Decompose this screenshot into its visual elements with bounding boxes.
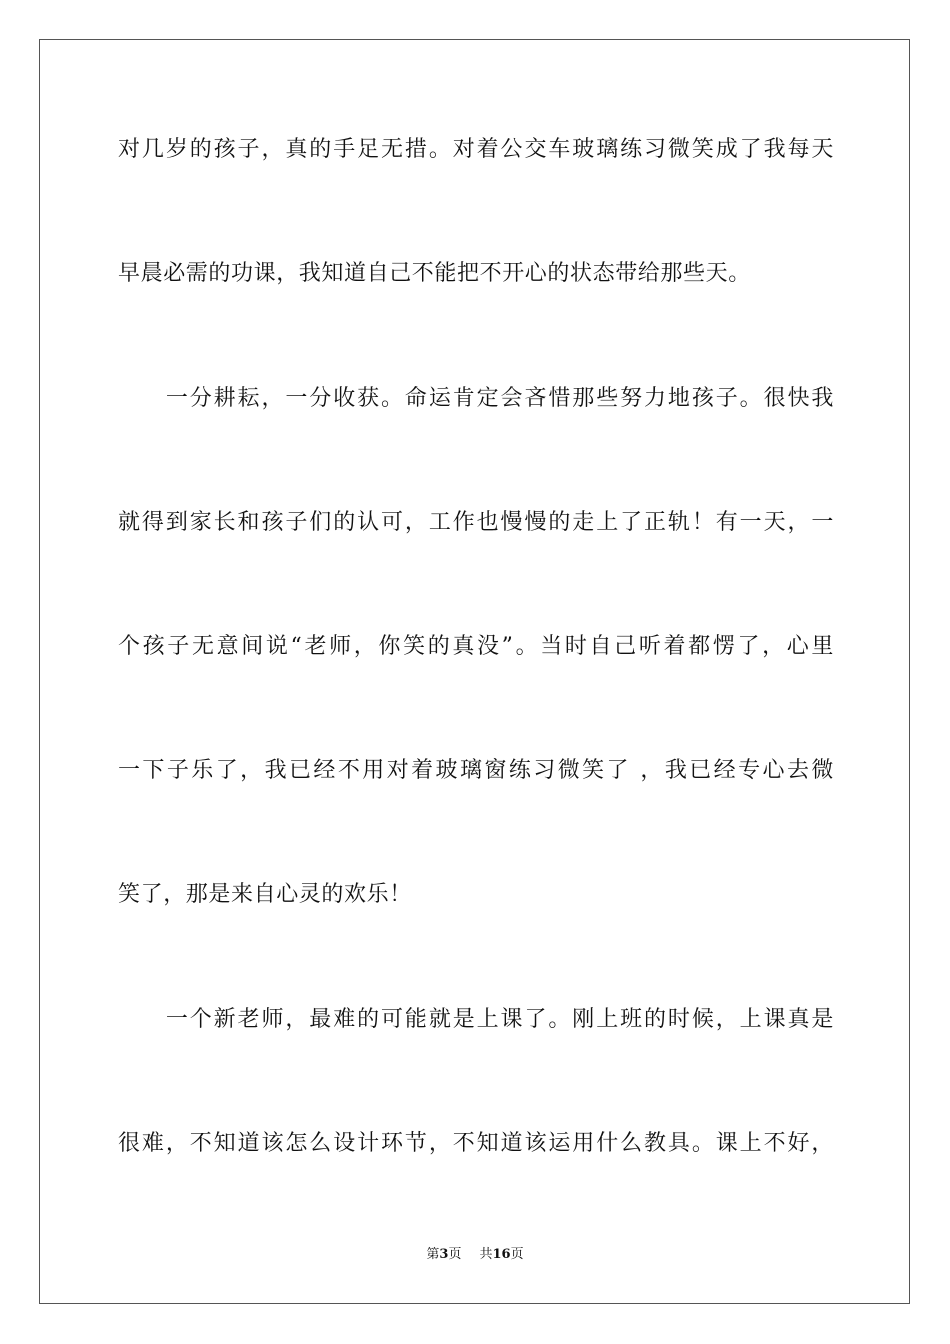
text-line-7: 笑了，那是来自心灵的欢乐！ <box>118 882 412 907</box>
total-suffix: 页 <box>510 1247 524 1262</box>
page-prefix: 第 <box>426 1247 440 1262</box>
text-line-4: 就得到家长和孩子们的认可，工作也慢慢的走上了正轨！有一天，一 <box>118 510 834 535</box>
text-line-3: 一分耕耘，一分收获。命运肯定会吝惜那些努力地孩子。很快我 <box>118 386 834 411</box>
total-page-count: 16 <box>492 1247 511 1262</box>
text-line-5: 个孩子无意间说“老师，你笑的真没”。当时自己听着都愣了，心里 <box>118 634 834 659</box>
page-suffix: 页 <box>448 1247 462 1262</box>
total-prefix: 共 <box>479 1247 493 1262</box>
text-line-8: 一个新老师，最难的可能就是上课了。刚上班的时候，上课真是 <box>118 1007 834 1032</box>
page-footer <box>0 1246 950 1264</box>
current-page-number: 3 <box>439 1247 449 1262</box>
text-line-1: 对几岁的孩子，真的手足无措。对着公交车玻璃练习微笑成了我每天 <box>118 137 834 162</box>
text-line-2: 早晨必需的功课，我知道自己不能把不开心的状态带给那些天。 <box>118 261 751 286</box>
page-border <box>39 39 910 1304</box>
text-line-9: 很难，不知道该怎么设计环节，不知道该运用什么教具。课上不好， <box>118 1131 834 1156</box>
text-line-6: 一下子乐了，我已经不用对着玻璃窗练习微笑了 ，我已经专心去微 <box>118 758 834 783</box>
